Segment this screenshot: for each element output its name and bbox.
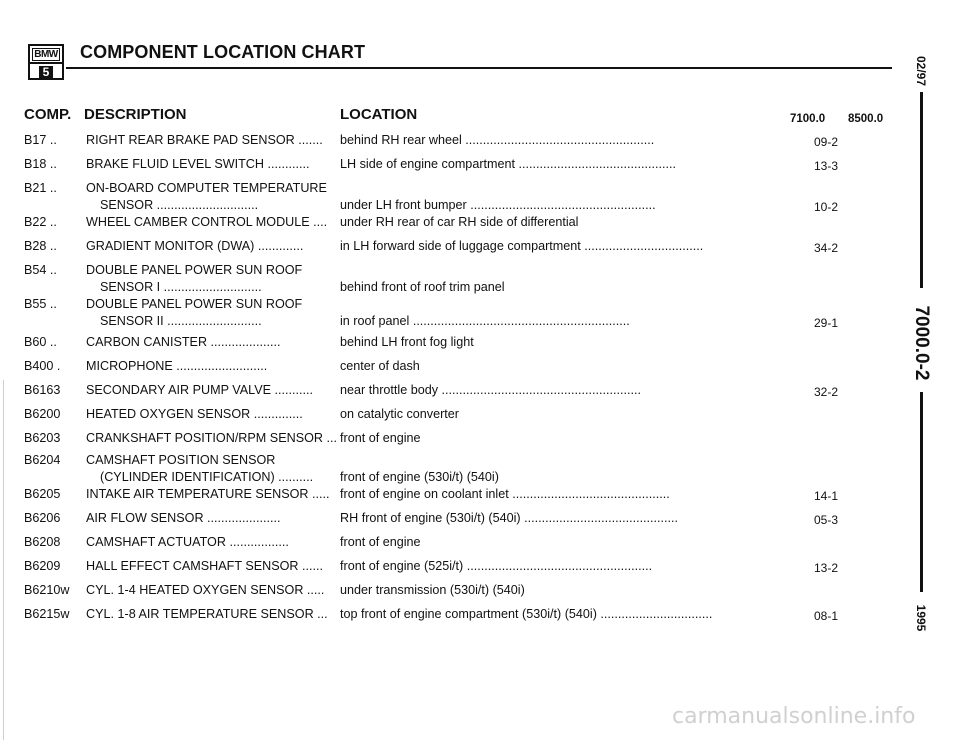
col-head-location: LOCATION: [340, 106, 418, 123]
description-line: SECONDARY AIR PUMP VALVE ...........: [86, 383, 313, 397]
component-description: [86, 156, 322, 173]
component-description: [86, 132, 322, 149]
description-line: CRANKSHAFT POSITION/RPM SENSOR ...: [86, 431, 337, 445]
component-code: B6215w: [24, 607, 70, 621]
component-code: B6204: [24, 453, 61, 467]
logo-series-number: 5: [39, 66, 54, 79]
header-rule: [66, 67, 892, 69]
reference-number: 14-1: [813, 489, 839, 503]
description-line: WHEEL CAMBER CONTROL MODULE ....: [86, 215, 328, 229]
description-line: HEATED OXYGEN SENSOR ..............: [86, 407, 303, 421]
bmw-5-series-logo: [28, 44, 64, 80]
component-description: [86, 262, 322, 296]
description-line: CYL. 1-4 HEATED OXYGEN SENSOR .....: [86, 583, 325, 597]
description-line: CAMSHAFT ACTUATOR .................: [86, 535, 289, 549]
component-code: B400 .: [24, 359, 61, 373]
description-line: ON-BOARD COMPUTER TEMPERATURE: [86, 181, 327, 195]
reference-number: 08-1: [813, 609, 839, 623]
component-location: front of engine (530i/t) (540i): [340, 470, 499, 484]
component-code: B18 ..: [24, 157, 57, 171]
reference-number: 05-3: [813, 513, 839, 527]
component-code: B6163: [24, 383, 61, 397]
component-code: B55 ..: [24, 297, 57, 311]
component-description: [86, 334, 322, 351]
component-code: B22 ..: [24, 215, 57, 229]
component-location: in roof panel ..............................................................: [340, 314, 630, 328]
component-code: B6210w: [24, 583, 70, 597]
component-description: [86, 510, 322, 527]
component-location: on catalytic converter: [340, 407, 459, 421]
component-location: front of engine: [340, 535, 421, 549]
component-description: [86, 430, 337, 447]
component-location: top front of engine compartment (530i/t) (540i) ................................: [340, 607, 713, 621]
component-description: [86, 606, 328, 623]
component-location: center of dash: [340, 359, 420, 373]
description-line: CARBON CANISTER ....................: [86, 335, 281, 349]
component-code: B17 ..: [24, 133, 57, 147]
component-location: under LH front bumper .....................................................: [340, 198, 656, 212]
component-location: LH side of engine compartment .............................................: [340, 157, 676, 171]
description-line: (CYLINDER IDENTIFICATION) ..........: [100, 470, 314, 484]
component-description: [86, 486, 330, 503]
margin-date: 02/97: [914, 55, 928, 87]
col-head-comp: COMP.: [24, 106, 72, 123]
component-description: [86, 238, 322, 255]
description-line: DOUBLE PANEL POWER SUN ROOF: [86, 263, 303, 277]
component-code: B21 ..: [24, 181, 57, 195]
watermark-text: carmanualsonline.info: [672, 704, 916, 729]
component-location: front of engine: [340, 431, 421, 445]
scan-edge-line: [3, 380, 4, 740]
component-description: [86, 214, 328, 231]
component-code: B6203: [24, 431, 61, 445]
margin-section-number: 7000.0-2: [911, 305, 932, 381]
component-code: B6208: [24, 535, 61, 549]
reference-number: 32-2: [813, 385, 839, 399]
component-location: under RH rear of car RH side of differential: [340, 215, 579, 229]
component-location: front of engine (525i/t) .....................................................: [340, 559, 653, 573]
component-code: B6209: [24, 559, 61, 573]
component-code: B60 ..: [24, 335, 57, 349]
component-description: [86, 452, 322, 486]
description-line: CAMSHAFT POSITION SENSOR: [86, 453, 276, 467]
reference-number: 13-3: [813, 159, 839, 173]
component-location: behind RH rear wheel ......................................................: [340, 133, 655, 147]
component-location: under transmission (530i/t) (540i): [340, 583, 525, 597]
component-location: near throttle body .........................................................: [340, 383, 641, 397]
component-description: [86, 406, 322, 423]
margin-rule-bottom: [920, 392, 923, 592]
reference-number: 10-2: [813, 200, 839, 214]
component-location: front of engine on coolant inlet .............................................: [340, 487, 670, 501]
component-code: B28 ..: [24, 239, 57, 253]
description-line: SENSOR .............................: [100, 198, 259, 212]
description-line: SENSOR II ...........................: [100, 314, 262, 328]
component-description: [86, 558, 322, 575]
component-description: [86, 296, 322, 330]
margin-rule-top: [920, 92, 923, 288]
component-code: B6206: [24, 511, 61, 525]
page-title: COMPONENT LOCATION CHART: [80, 42, 366, 62]
description-line: CYL. 1-8 AIR TEMPERATURE SENSOR ...: [86, 607, 328, 621]
component-description: [86, 382, 322, 399]
reference-number: 34-2: [813, 241, 839, 255]
col-head-ref-a: 7100.0: [790, 113, 826, 125]
description-line: SENSOR I ............................: [100, 280, 262, 294]
component-location: in LH forward side of luggage compartment ..................................: [340, 239, 704, 253]
component-code: B6200: [24, 407, 61, 421]
reference-number: 09-2: [813, 135, 839, 149]
component-location: RH front of engine (530i/t) (540i) ............................................: [340, 511, 679, 525]
reference-number: 13-2: [813, 561, 839, 575]
description-line: AIR FLOW SENSOR .....................: [86, 511, 281, 525]
margin-year: 1995: [914, 604, 928, 632]
description-line: DOUBLE PANEL POWER SUN ROOF: [86, 297, 303, 311]
reference-number: 29-1: [813, 316, 839, 330]
component-code: B54 ..: [24, 263, 57, 277]
component-description: [86, 534, 322, 551]
description-line: GRADIENT MONITOR (DWA) .............: [86, 239, 304, 253]
component-code: B6205: [24, 487, 61, 501]
component-description: [86, 358, 322, 375]
component-location: behind front of roof trim panel: [340, 280, 505, 294]
col-head-description: DESCRIPTION: [84, 106, 187, 123]
logo-bmw-text: BMW: [34, 48, 58, 60]
description-line: MICROPHONE ..........................: [86, 359, 268, 373]
description-line: BRAKE FLUID LEVEL SWITCH ............: [86, 157, 310, 171]
component-location: behind LH front fog light: [340, 335, 474, 349]
col-head-ref-b: 8500.0: [848, 113, 884, 125]
description-line: RIGHT REAR BRAKE PAD SENSOR .......: [86, 133, 323, 147]
component-description: [86, 582, 325, 599]
description-line: HALL EFFECT CAMSHAFT SENSOR ......: [86, 559, 323, 573]
component-description: [86, 180, 327, 214]
description-line: INTAKE AIR TEMPERATURE SENSOR .....: [86, 487, 330, 501]
